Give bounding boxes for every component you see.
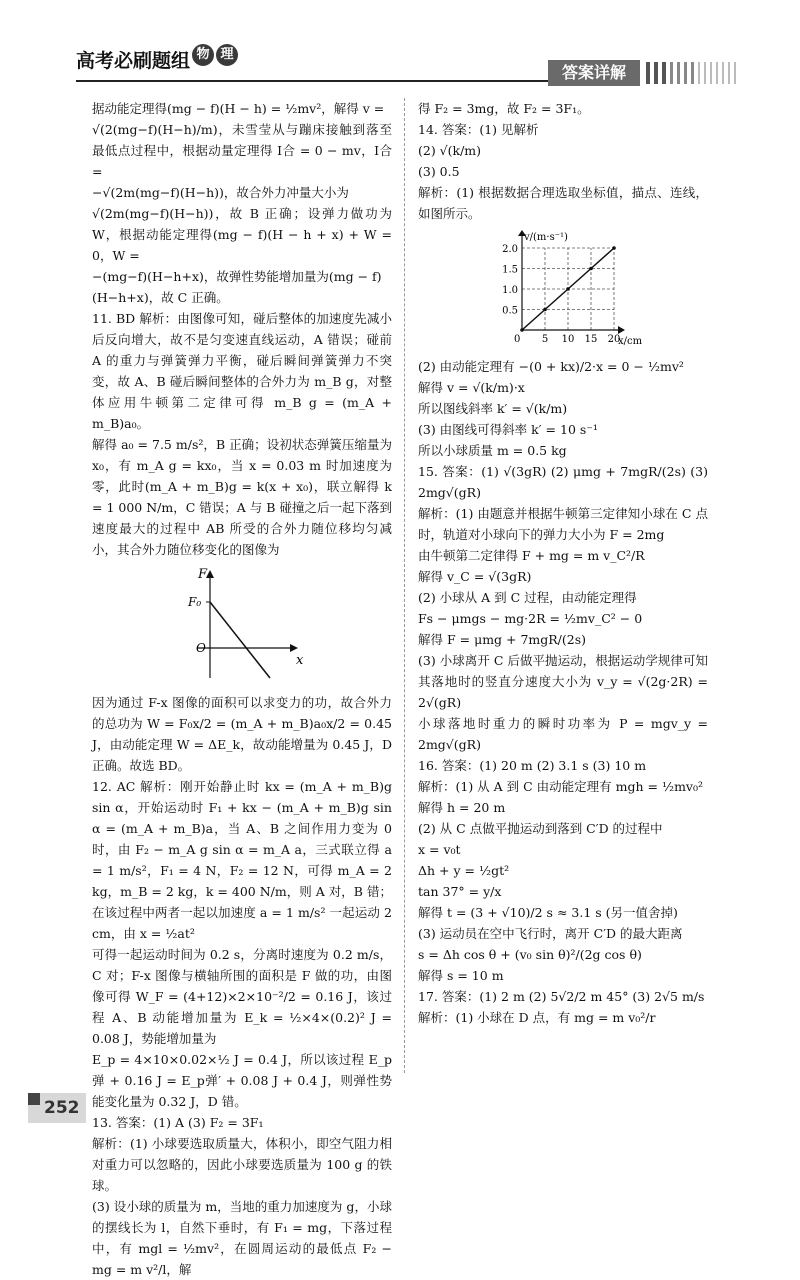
paragraph: (2) 小球从 A 到 C 过程，由动能定理得: [418, 590, 637, 605]
vx-data-point: [589, 267, 593, 271]
paragraph: (3) 由图线可得斜率 k′ = 10 s⁻¹: [418, 422, 598, 437]
right-column: [418, 98, 708, 1028]
paragraph: (2) √(k/m): [418, 143, 482, 158]
paragraph: s = Δh cos θ + (v₀ sin θ)²/(2g cos θ): [418, 947, 642, 962]
paragraph: tan 37° = y/x: [418, 884, 502, 899]
header-rule: [76, 80, 560, 82]
fx-line: [210, 602, 270, 678]
vx-x-axis-label: x/cm: [618, 336, 643, 347]
fx-y-label: F: [198, 567, 208, 582]
paragraph: (2) 从 C 点做平抛运动到落到 C′D 的过程中: [418, 821, 663, 836]
fx-f0-label: F₀: [188, 595, 202, 609]
book-title: 高考必刷题组: [76, 50, 191, 72]
section-tag: 答案详解: [548, 60, 640, 86]
paragraph: 解得 s = 10 m: [418, 968, 504, 983]
paragraph: (3) 设小球的质量为 m，当地的重力加速度为 g，小球的摆线长为 l，自然下垂时，有 F₁ = mg，下落过程中，有 mgl = ½mv²，在圆周运动的最低点 F₂ − mg = m v²/l，解: [92, 1199, 392, 1277]
page-number: 252: [44, 1098, 80, 1118]
question-16: 16. 答案：(1) 20 m (2) 3.1 s (3) 10 m: [418, 758, 647, 773]
vx-x-tick-label: 5: [541, 334, 549, 345]
paragraph: 解得 v = √(k/m)·x: [418, 380, 525, 395]
vx-data-point: [520, 328, 524, 332]
vx-y-axis-label: v/(m·s⁻¹): [524, 232, 568, 243]
paragraph: 因为通过 F-x 图像的面积可以求变力的功，故合外力的总功为 W = F₀x/2 = (m_A + m_B)a₀x/2 = 0.45 J，由动能定理 W = ΔE_k，故动能增量为 0.45 J，D 正确。故选 BD。: [92, 695, 392, 773]
question-12: 12. AC 解析：刚开始静止时 kx = (m_A + m_B)g sin α，开始运动时 F₁ + kx − (m_A + m_B)g sin α = (m_A + m_B)a，当 A、B 之间作用力变为 0 时，由 F₂ − m_A g sin α = m_A a，三式联立得 a = 1 m/s²，F₁ = 4 N，F₂ = 12 N，可得 m_A = 2 kg，m_B = 2 kg，k = 400 N/m，则 A 对，B 错；在该过程中两者一起以加速度 a = 1 m/s² 一起运动 2 cm，由 x = ½at²: [92, 779, 392, 941]
fx-y-arrow: [206, 570, 214, 578]
paragraph: 解析：(1) 根据数据合理选取坐标值，描点、连线，如图所示。: [418, 185, 708, 221]
paragraph: (3) 运动员在空中飞行时，离开 C′D 的最大距离: [418, 926, 683, 941]
paragraph: 可得一起运动时间为 0.2 s，分离时速度为 0.2 m/s，C 对；F-x 图像与横轴所围的面积是 F 做的功，由图像可得 W_F = (4+12)×2×10⁻²/2 = 0.16 J，该过程 A、B 动能增加量为 E_k = ½×4×(0.2)² J = 0.08 J，势能增加量为: [92, 947, 392, 1046]
paragraph: (3) 小球离开 C 后做平抛运动，根据运动学规律可知其落地时的竖直分速度大小为 v_y = √(2g·2R) = 2√(gR): [418, 653, 708, 710]
question-15: 15. 答案：(1) √(3gR) (2) μmg + 7mgR/(2s) (3) 2mg√(gR): [418, 464, 708, 500]
subject-char-2: 理: [216, 44, 238, 66]
vx-x-arrow: [618, 326, 625, 334]
paragraph: x = v₀t: [418, 842, 461, 857]
vx-data-point: [612, 246, 616, 250]
paragraph: 小球落地时重力的瞬时功率为 P = mgv_y = 2mg√(gR): [418, 716, 708, 752]
paragraph: 解析：(1) 由题意并根据牛顿第三定律知小球在 C 点时，轨道对小球向下的弹力大小为 F = 2mg: [418, 506, 708, 542]
paragraph: 解析：(1) 从 A 到 C 由动能定理有 mgh = ½mv₀²: [418, 779, 704, 794]
paragraph: 得 F₂ = 3mg，故 F₂ = 3F₁。: [418, 101, 590, 116]
fx-graph: [92, 566, 392, 686]
paragraph: 解得 t = (3 + √10)/2 s ≈ 3.1 s (另一值舍掉): [418, 905, 678, 920]
paragraph: 解得 v_C = √(3gR): [418, 569, 532, 584]
paragraph: √(2m(mg−f)(H−h))，故 B 正确；设弹力做功为 W，根据动能定理得(mg − f)(H − h + x) + W = 0，W =: [92, 206, 392, 263]
vx-y-tick-label: 1.0: [502, 285, 518, 296]
vx-origin-label: 0: [514, 334, 521, 345]
question-13: 13. 答案：(1) A (3) F₂ = 3F₁: [92, 1115, 264, 1130]
left-column: [92, 98, 392, 1280]
vx-x-tick-label: 20: [607, 334, 621, 345]
paragraph: −√(2m(mg−f)(H−h))，故合外力冲量大小为: [92, 185, 349, 200]
paragraph: Fs − μmgs − mg·2R = ½mv_C² − 0: [418, 611, 643, 626]
vx-chart: [418, 230, 708, 350]
question-14: 14. 答案：(1) 见解析: [418, 122, 539, 137]
vx-y-tick-label: 1.5: [502, 264, 518, 276]
page-number-marker: [28, 1093, 40, 1105]
decorative-stripes: [646, 62, 736, 84]
paragraph: 解得 F = μmg + 7mgR/(2s): [418, 632, 587, 647]
paragraph: 据动能定理得(mg − f)(H − h) = ½mv²，解得 v =: [92, 101, 385, 116]
vx-x-tick-label: 10: [561, 334, 575, 345]
page-header: [0, 0, 800, 92]
column-divider: [404, 98, 405, 1073]
paragraph: −(mg−f)(H−h+x)，故弹性势能增加量为(mg − f): [92, 269, 382, 284]
fx-x-arrow: [290, 644, 298, 652]
subject-badge: [192, 44, 238, 66]
paragraph: 解得 a₀ = 7.5 m/s²，B 正确；设初状态弹簧压缩量为 x₀，有 m_A g = kx₀，当 x = 0.03 m 时加速度为零，此时(m_A + m_B)g = k(x + x₀)，联立解得 k = 1 000 N/m，C 错误；A 与 B 碰撞之后一起下落到速度最大的过程中 AB 所受的合外力随位移均匀减小，其合外力随位移变化的图像为: [92, 437, 392, 557]
vx-y-tick-label: 2.0: [502, 244, 518, 255]
vx-x-tick-label: 15: [584, 334, 598, 345]
paragraph: 解析：(1) 小球在 D 点，有 mg = m v₀²/r: [418, 1010, 656, 1025]
paragraph: 解析：(1) 小球要选取质量大，体积小，即空气阻力相对重力可以忽略的，因此小球要选质量为 100 g 的铁球。: [92, 1136, 392, 1193]
question-17: 17. 答案：(1) 2 m (2) 5√2/2 m 45° (3) 2√5 m/s: [418, 989, 705, 1004]
paragraph: Δh + y = ½gt²: [418, 863, 510, 878]
vx-data-point: [543, 308, 547, 312]
fx-origin-label: O: [196, 641, 206, 655]
paragraph: 所以图线斜率 k′ = √(k/m): [418, 401, 568, 416]
paragraph: √(2(mg−f)(H−h)/m)，未雪莹从与蹦床接触到落至最低点过程中，根据动量定理得 I合 = 0 − mv，I合 =: [92, 122, 392, 179]
paragraph: 所以小球质量 m = 0.5 kg: [418, 443, 567, 458]
vx-data-point: [566, 287, 570, 291]
paragraph: (3) 0.5: [418, 164, 460, 179]
fx-x-label: x: [296, 653, 304, 668]
vx-y-tick-label: 0.5: [502, 305, 518, 317]
question-11: 11. BD 解析：由图像可知，碰后整体的加速度先减小后反向增大，故不是匀变速直线运动，A 错误；碰前 A 的重力与弹簧弹力平衡，碰后瞬间弹簧弹力不突变，故 A、B 碰后瞬间整体的合外力为 m_B g，对整体应用牛顿第二定律可得 m_B g = (m_A + m_B)a₀。: [92, 311, 392, 431]
subject-char-1: 物: [192, 44, 214, 66]
paragraph: (2) 由动能定理有 −(0 + kx)/2·x = 0 − ½mv²: [418, 359, 684, 374]
paragraph: 解得 h = 20 m: [418, 800, 506, 815]
paragraph: (H−h+x)，故 C 正确。: [92, 290, 229, 305]
paragraph: E_p = 4×10×0.02×½ J = 0.4 J，所以该过程 E_p弹 + 0.16 J = E_p弹′ + 0.08 J + 0.4 J，则弹性势能变化量为 0.32 J，D 错。: [92, 1052, 392, 1109]
paragraph: 由牛顿第二定律得 F + mg = m v_C²/R: [418, 548, 645, 563]
